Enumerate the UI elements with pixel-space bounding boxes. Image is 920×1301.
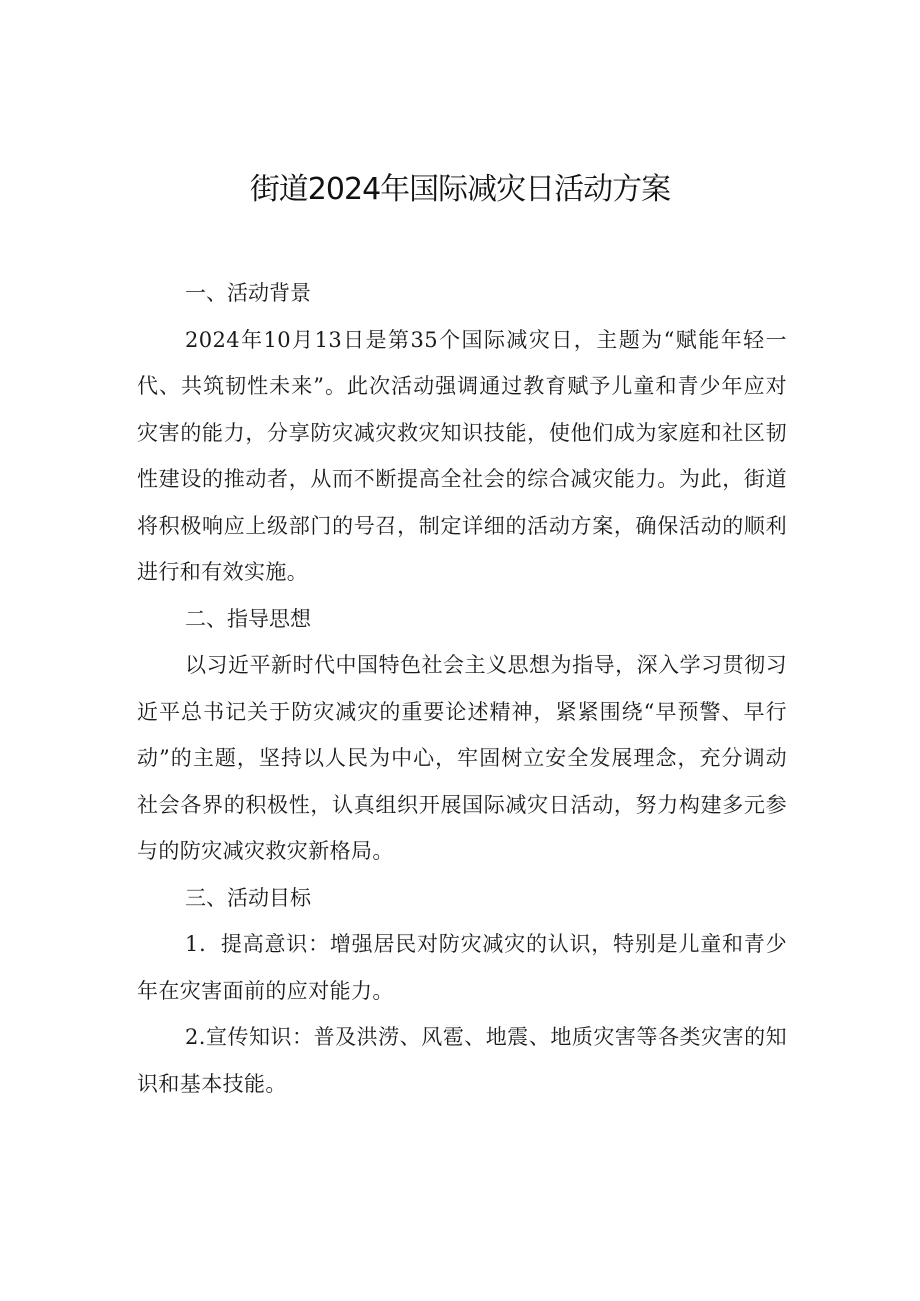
section-paragraph: 2024年10月13日是第35个国际减灾日，主题为“赋能年轻一代、共筑韧性未来”。此次活动强调通过教育赋予儿童和青少年应对灾害的能力，分享防灾减灾救灾知识技能，使他们成为家庭和社区韧性建设的推动者，从而不断提高全社会的综合减灾能力。为此，街道将积极响应上级部门的号召，制定详细的活动方案，确保活动的顺利进行和有效实施。 [137, 327, 787, 584]
section-background [137, 270, 787, 596]
list-item: 1．提高意识：增强居民对防灾减灾的认识，特别是儿童和青少年在灾害面前的应对能力。 [137, 932, 787, 1003]
section-guiding-ideology [137, 596, 787, 875]
section-objectives [137, 875, 787, 1108]
section-heading: 三、活动目标 [185, 885, 311, 910]
document-title: 街道2024年国际减灾日活动方案 [249, 172, 671, 207]
document-body [137, 270, 787, 1107]
section-heading: 二、指导思想 [185, 606, 311, 631]
section-heading: 一、活动背景 [185, 281, 311, 305]
list-item: 2.宣传知识：普及洪涝、风雹、地震、地质灾害等各类灾害的知识和基本技能。 [137, 1025, 787, 1096]
section-paragraph: 以习近平新时代中国特色社会主义思想为指导，深入学习贯彻习近平总书记关于防灾减灾的重要论述精神，紧紧围绕“早预警、早行动”的主题，坚持以人民为中心，牢固树立安全发展理念，充分调动社会各界的积极性，认真组织开展国际减灾日活动，努力构建多元参与的防灾减灾救灾新格局。 [137, 653, 787, 863]
